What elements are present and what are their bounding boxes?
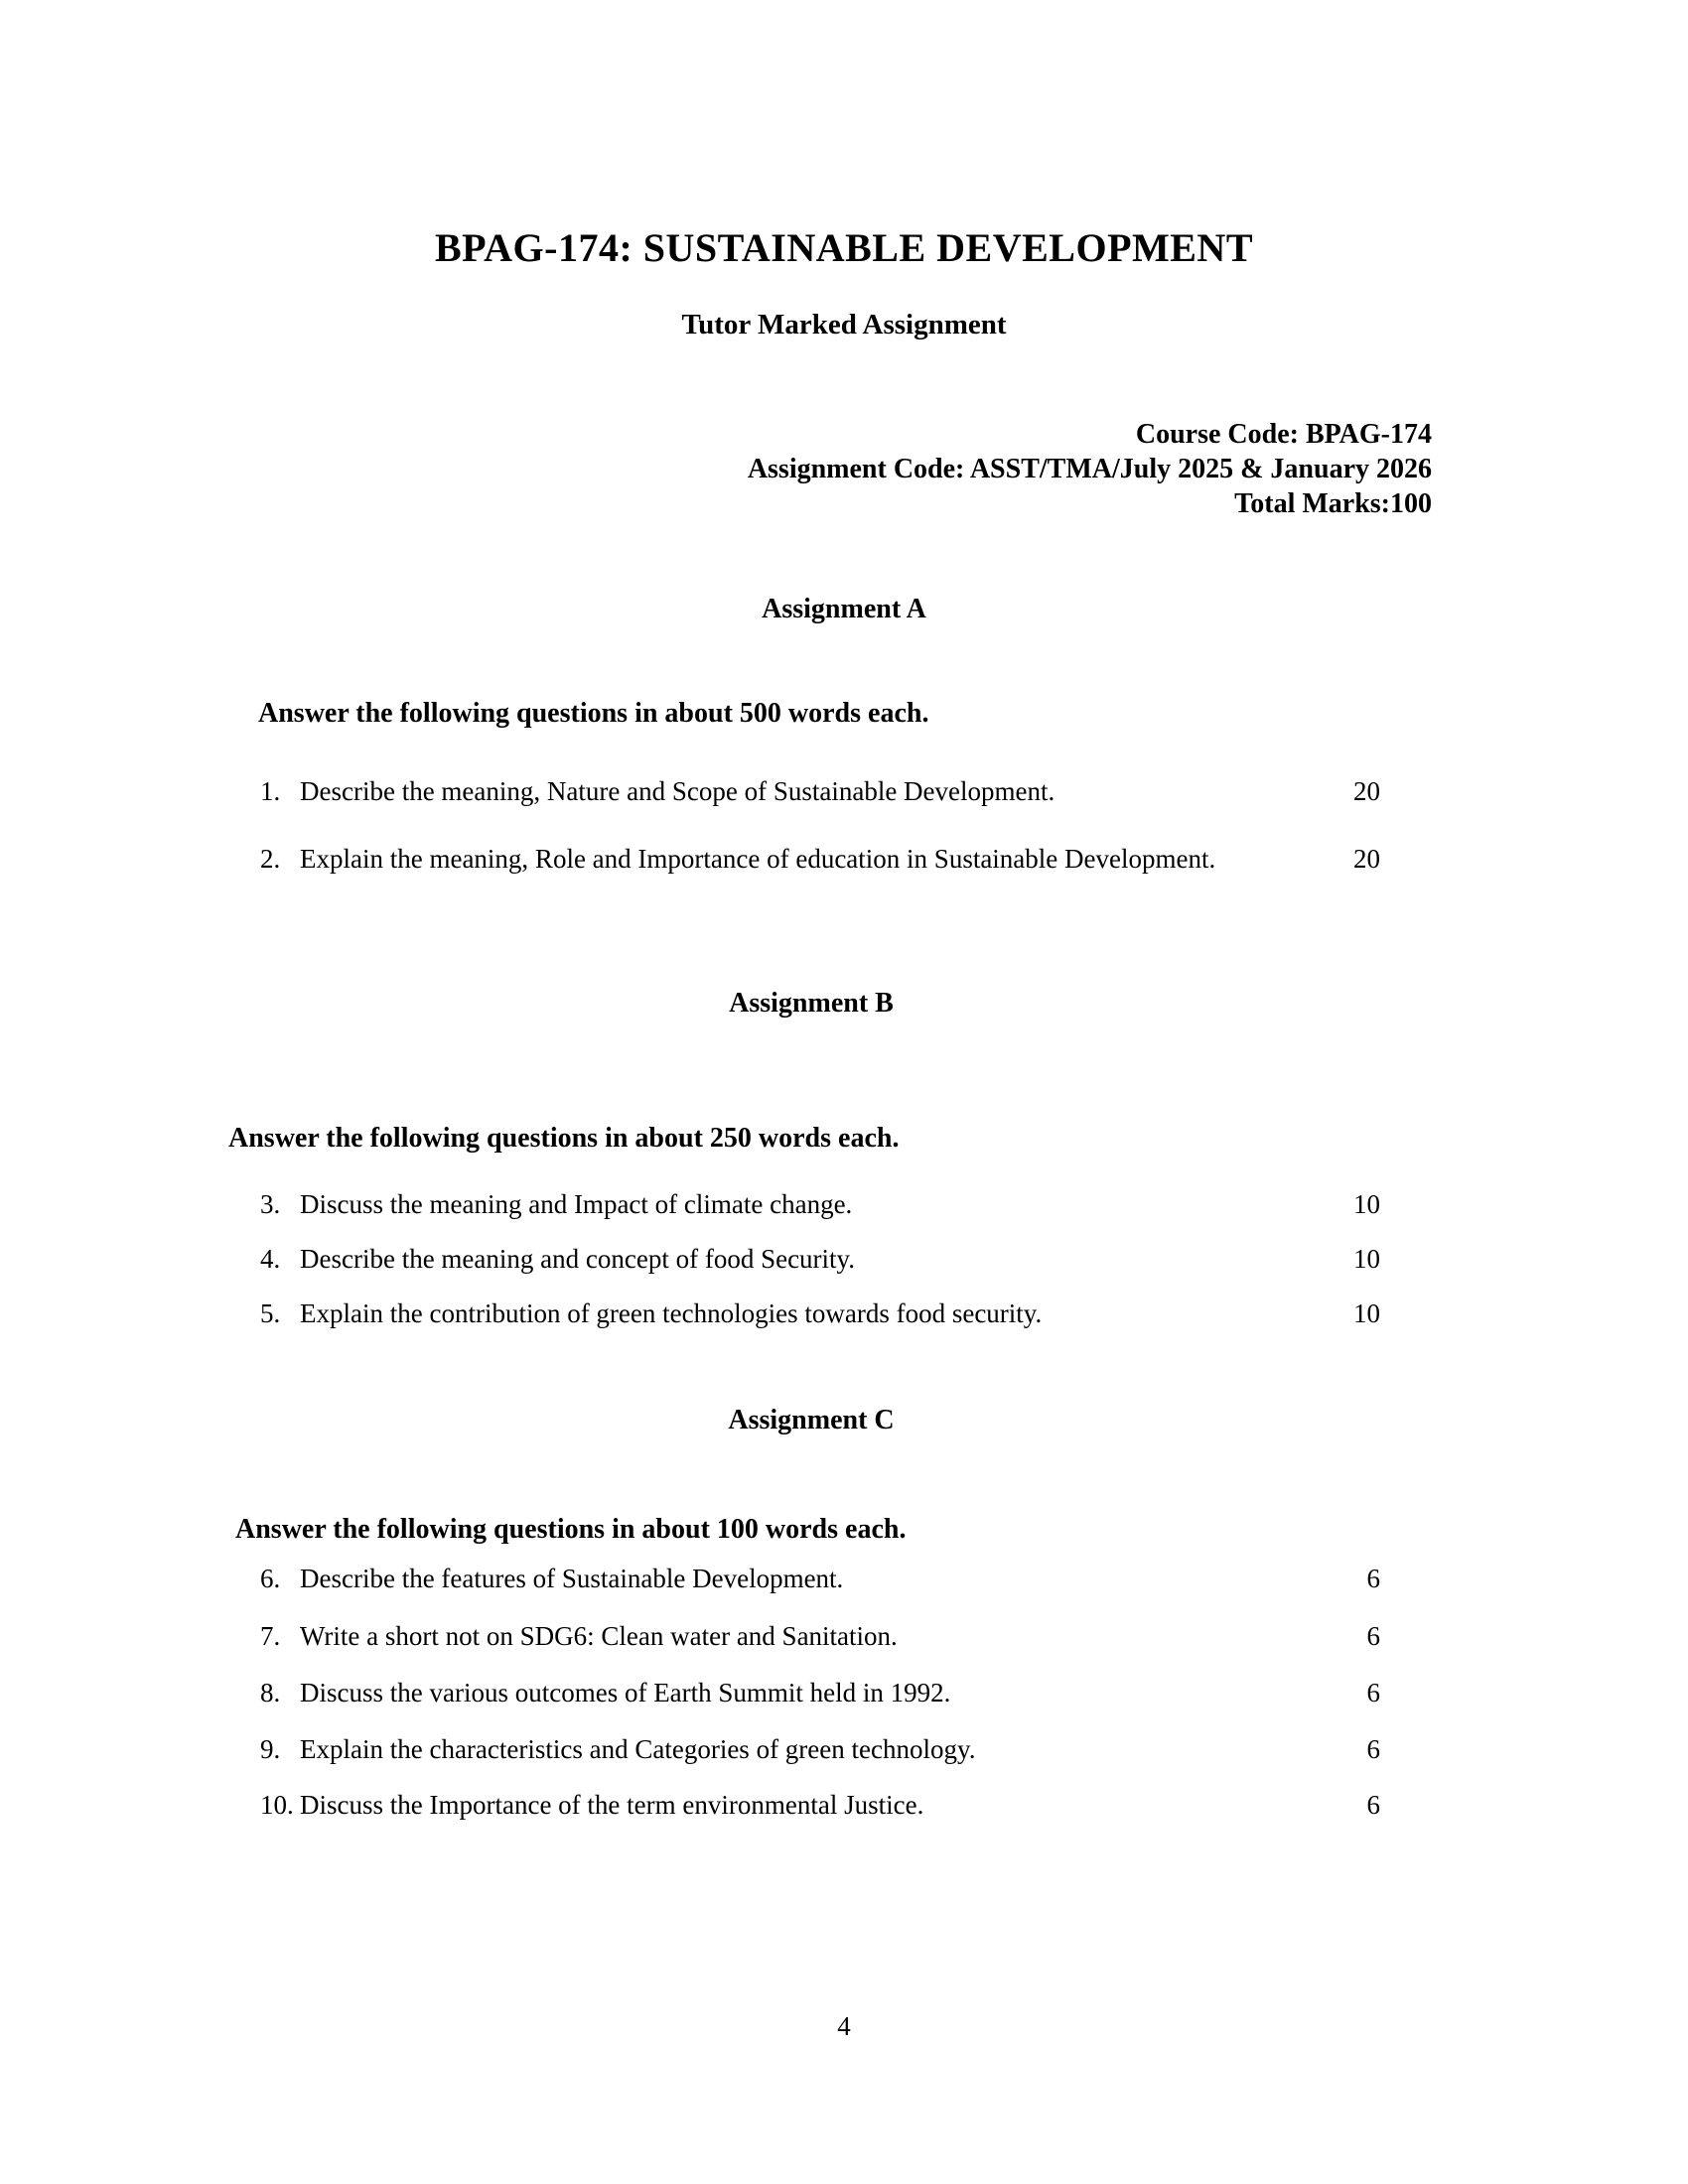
question-marks: 10: [1353, 1244, 1380, 1274]
course-code-line: Course Code: BPAG-174: [1135, 419, 1432, 450]
question-number: 9.: [260, 1734, 281, 1764]
instruction-assignment-a: Answer the following questions in about 500 words each.: [258, 698, 929, 729]
question-number: 1.: [260, 776, 281, 806]
question-marks: 6: [1366, 1678, 1380, 1707]
question-text: Describe the meaning and concept of food Security.: [300, 1244, 856, 1274]
question-marks: 6: [1366, 1621, 1380, 1651]
question-marks: 6: [1366, 1790, 1380, 1820]
question-number: 8.: [260, 1678, 281, 1707]
page-title: BPAG-174: SUSTAINABLE DEVELOPMENT: [435, 225, 1253, 270]
question-row: [260, 1189, 1380, 1221]
question-text: Describe the meaning, Nature and Scope of Sustainable Development.: [300, 776, 1055, 806]
question-text: Describe the features of Sustainable Development.: [300, 1564, 844, 1593]
question-row: [260, 1790, 1380, 1822]
page-subtitle: Tutor Marked Assignment: [681, 309, 1007, 341]
assignment-code-line: Assignment Code: ASST/TMA/July 2025 & January 2026: [747, 454, 1432, 484]
section-heading-assignment-c: Assignment C: [728, 1405, 895, 1435]
question-marks: 10: [1353, 1298, 1380, 1328]
question-number: 7.: [260, 1621, 281, 1651]
instruction-assignment-c: Answer the following questions in about 100 words each.: [235, 1514, 907, 1545]
question-text: Discuss the Importance of the term environmental Justice.: [300, 1790, 924, 1820]
question-number: 10.: [260, 1790, 294, 1820]
question-number: 6.: [260, 1564, 281, 1593]
section-heading-assignment-a: Assignment A: [762, 594, 926, 624]
question-row: [260, 844, 1380, 876]
course-meta-block: [748, 417, 1432, 521]
page-number: 4: [837, 2011, 851, 2041]
question-row: [260, 1734, 1380, 1766]
question-text: Discuss the various outcomes of Earth Summit held in 1992.: [300, 1678, 951, 1707]
question-row: [260, 1564, 1380, 1595]
question-text: Explain the contribution of green technologies towards food security.: [300, 1298, 1043, 1328]
question-number: 3.: [260, 1189, 281, 1219]
instruction-assignment-b: Answer the following questions in about 250 words each.: [228, 1123, 900, 1154]
question-row: [260, 1621, 1380, 1653]
question-text: Explain the meaning, Role and Importance of education in Sustainable Development.: [300, 844, 1216, 874]
question-marks: 20: [1353, 776, 1380, 806]
question-number: 4.: [260, 1244, 281, 1274]
question-row: [260, 1678, 1380, 1709]
question-row: [260, 1244, 1380, 1276]
question-marks: 10: [1353, 1189, 1380, 1219]
question-marks: 6: [1366, 1734, 1380, 1764]
question-marks: 20: [1353, 844, 1380, 874]
question-row: [260, 1298, 1380, 1330]
question-number: 5.: [260, 1298, 281, 1328]
question-number: 2.: [260, 844, 281, 874]
question-row: [260, 776, 1380, 808]
question-marks: 6: [1366, 1564, 1380, 1593]
question-text: Explain the characteristics and Categories of green technology.: [300, 1734, 976, 1764]
question-text: Write a short not on SDG6: Clean water and Sanitation.: [300, 1621, 898, 1651]
section-heading-assignment-b: Assignment B: [729, 988, 894, 1019]
total-marks-line: Total Marks:100: [1234, 488, 1432, 519]
question-text: Discuss the meaning and Impact of climate change.: [300, 1189, 853, 1219]
